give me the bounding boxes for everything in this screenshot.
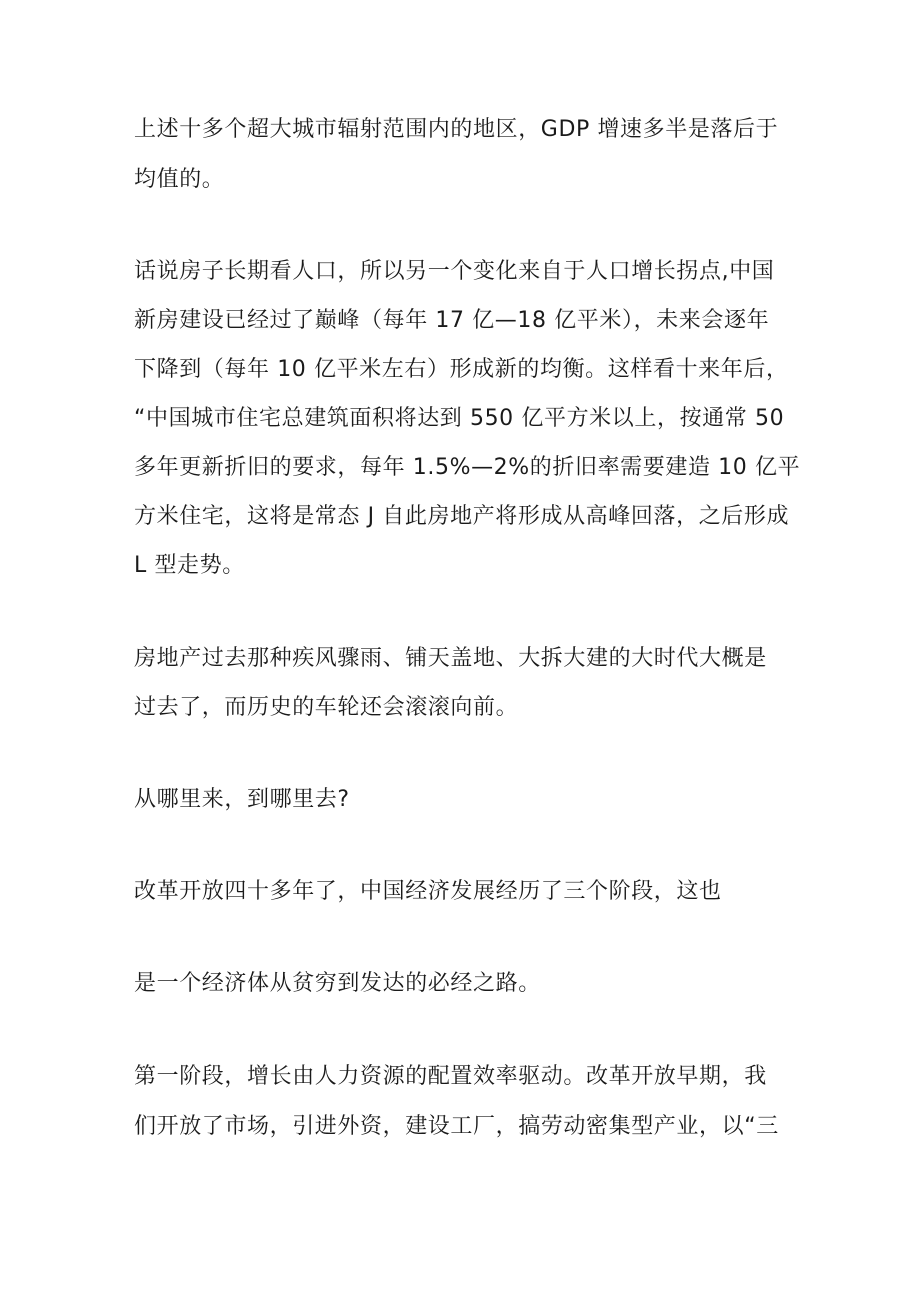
text-line: 是一个经济体从贫穷到发达的必经之路。 — [134, 971, 541, 996]
text-line: 第一阶段，增长由人力资源的配置效率驱动。改革开放早期，我 — [134, 1064, 767, 1089]
text-line: 均值的。 — [134, 167, 225, 192]
text-line: 下降到（每年 10 亿平米左右）形成新的均衡。这样看十来年后， — [134, 357, 789, 382]
text-line: 房地产过去那种疾风骤雨、铺天盖地、大拆大建的大时代大概是 — [134, 646, 767, 671]
text-line: 多年更新折旧的要求，每年 1.5%—2%的折旧率需要建造 10 亿平 — [134, 455, 801, 480]
text-line: 从哪里来，到哪里去? — [134, 787, 350, 812]
text-line: 上述十多个超大城市辐射范围内的地区，GDP 增速多半是落后于 — [134, 117, 779, 142]
text-line: 方米住宅，这将是常态 J 自此房地产将形成从高峰回落，之后形成 — [134, 504, 790, 529]
text-line: 过去了，而历史的车轮还会滚滚向前。 — [134, 695, 519, 720]
text-line: L 型走势。 — [134, 553, 245, 578]
text-line: 们开放了市场，引进外资，建设工厂，搞劳动密集型产业，以“三 — [134, 1114, 779, 1139]
text-line: 话说房子长期看人口，所以另一个变化来自于人口增长拐点,中国 — [134, 259, 775, 284]
text-line: 改革开放四十多年了，中国经济发展经历了三个阶段，这也 — [134, 879, 722, 904]
text-line: “中国城市住宅总建筑面积将达到 550 亿平方米以上，按通常 50 — [134, 406, 785, 431]
text-line: 新房建设已经过了巅峰（每年 17 亿—18 亿平米），未来会逐年 — [134, 308, 770, 333]
